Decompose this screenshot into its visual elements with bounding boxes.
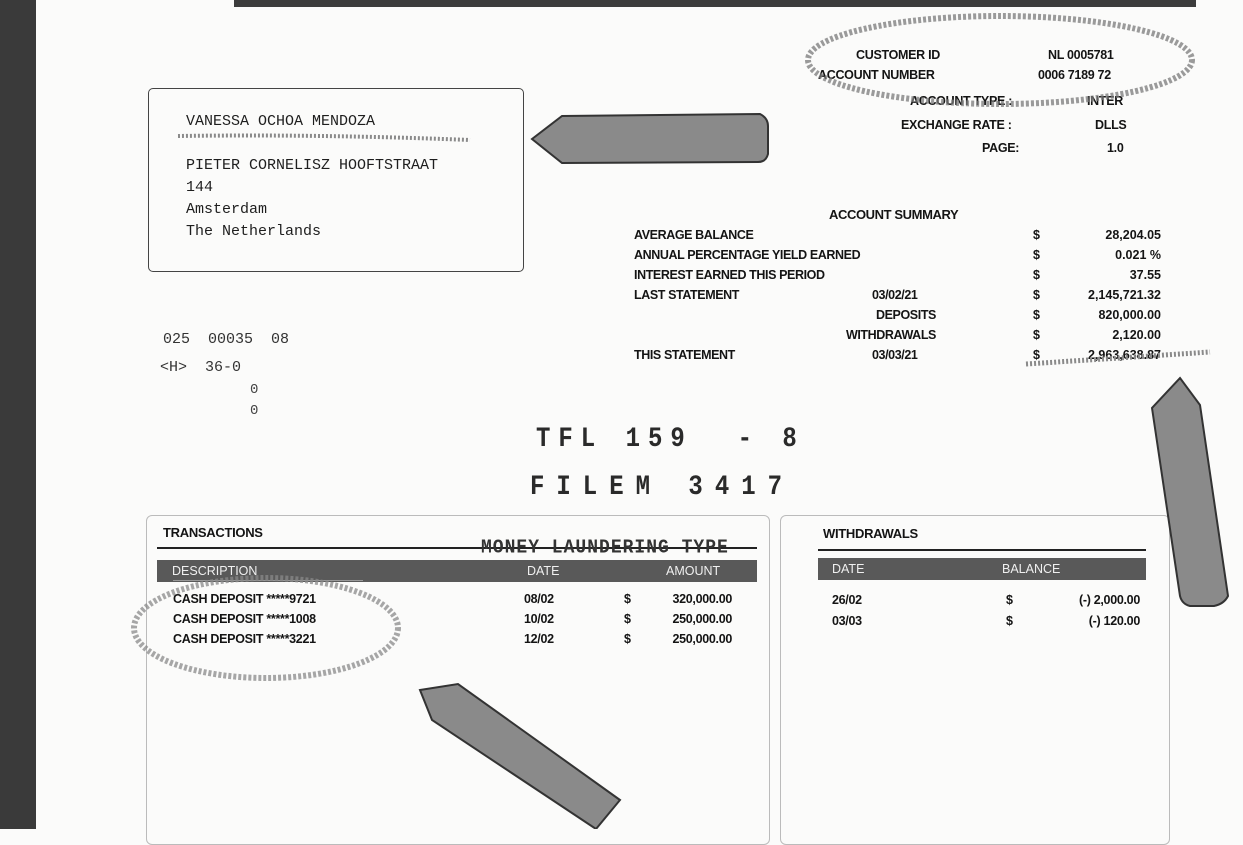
summary-mid: DEPOSITS: [875, 308, 936, 322]
exchange-rate-label: EXCHANGE RATE :: [901, 118, 1012, 132]
customer-id-label: CUSTOMER ID: [856, 48, 940, 62]
summary-value: 2,145,721.32: [1088, 288, 1161, 302]
account-number-value: 0006 7189 72: [1038, 68, 1111, 82]
arrow-left-icon: [532, 114, 768, 163]
summary-label: INTEREST EARNED THIS PERIOD: [634, 268, 825, 282]
tx-currency: $: [624, 632, 631, 646]
arrow-diagonal-icon: [420, 684, 620, 829]
customer-id-value: NL 0005781: [1048, 48, 1114, 62]
wd-date: 26/02: [832, 593, 862, 607]
withdrawals-title: WITHDRAWALS: [823, 526, 918, 541]
summary-currency: $: [1033, 288, 1040, 302]
tx-amount: 250,000.00: [672, 612, 732, 626]
tx-amount: 320,000.00: [672, 592, 732, 606]
col-wd-date: DATE: [832, 562, 865, 576]
balance-underline-annotation: [1026, 352, 1210, 364]
customer-name: VANESSA OCHOA MENDOZA: [186, 113, 376, 130]
address-number: 144: [186, 179, 214, 196]
page-label: PAGE:: [982, 141, 1020, 155]
summary-label: AVERAGE BALANCE: [634, 228, 754, 242]
summary-value: 2,963,638.87: [1088, 348, 1161, 362]
stamp-tfl: TFL 159 - 8: [536, 423, 805, 456]
col-amount: AMOUNT: [666, 564, 721, 578]
summary-mid: 03/03/21: [872, 348, 918, 362]
tx-description: CASH DEPOSIT *****9721: [173, 592, 316, 606]
stamp-money-laundering: MONEY LAUNDERING TYPE: [481, 537, 729, 559]
transactions-title: TRANSACTIONS: [163, 525, 263, 540]
summary-value: 820,000.00: [1098, 308, 1161, 322]
wd-currency: $: [1006, 593, 1013, 607]
account-type-label: ACCOUNT TYPE :: [910, 94, 1013, 108]
summary-value: 37.55: [1129, 268, 1161, 282]
summary-value: 0.021 %: [1115, 248, 1161, 262]
summary-currency: $: [1033, 308, 1040, 322]
page-value: 1.0: [1107, 141, 1124, 155]
tx-date: 12/02: [524, 632, 554, 646]
summary-currency: $: [1033, 248, 1040, 262]
summary-label: THIS STATEMENT: [634, 348, 735, 362]
address-street: PIETER CORNELISZ HOOFTSTRAAT: [186, 157, 439, 174]
summary-mid: 03/02/21: [872, 288, 918, 302]
account-number-label: ACCOUNT NUMBER: [818, 68, 935, 82]
summary-currency: $: [1033, 348, 1040, 362]
name-underline-annotation: [178, 136, 470, 141]
stamp-filem: FILEM 3417: [530, 471, 795, 504]
wd-currency: $: [1006, 614, 1013, 628]
wd-amount: (-) 120.00: [1088, 614, 1140, 628]
address-city: Amsterdam: [186, 201, 268, 218]
col-date: DATE: [527, 564, 560, 578]
exchange-rate-value: DLLS: [1095, 118, 1127, 132]
arrow-up-icon: [1152, 378, 1228, 606]
routing-code: 025 00035 08: [163, 331, 290, 348]
tx-currency: $: [624, 592, 631, 606]
summary-label: LAST STATEMENT: [634, 288, 740, 302]
tx-currency: $: [624, 612, 631, 626]
tx-date: 08/02: [524, 592, 554, 606]
summary-currency: $: [1033, 228, 1040, 242]
col-description: DESCRIPTION: [172, 564, 258, 578]
tx-amount: 250,000.00: [672, 632, 732, 646]
hold-code: <H> 36-0: [160, 359, 242, 376]
circle-deposits-annotation: [134, 578, 398, 678]
wd-amount: (-) 2,000.00: [1078, 593, 1140, 607]
tx-date: 10/02: [524, 612, 554, 626]
tx-description: CASH DEPOSIT *****3221: [173, 632, 316, 646]
col-wd-balance: BALANCE: [1002, 562, 1061, 576]
code-zero-2: 0: [250, 403, 259, 419]
address-country: The Netherlands: [186, 223, 322, 240]
tx-description: CASH DEPOSIT *****1008: [173, 612, 316, 626]
wd-date: 03/03: [832, 614, 862, 628]
summary-value: 2,120.00: [1112, 328, 1161, 342]
summary-currency: $: [1033, 328, 1040, 342]
circle-account-annotation: [808, 16, 1192, 104]
account-summary-title: ACCOUNT SUMMARY: [829, 207, 959, 222]
summary-label: ANNUAL PERCENTAGE YIELD EARNED: [634, 248, 861, 262]
account-type-value: INTER: [1087, 94, 1124, 108]
summary-currency: $: [1033, 268, 1040, 282]
summary-value: 28,204.05: [1105, 228, 1161, 242]
summary-mid: WITHDRAWALS: [845, 328, 936, 342]
code-zero-1: 0: [250, 382, 259, 398]
